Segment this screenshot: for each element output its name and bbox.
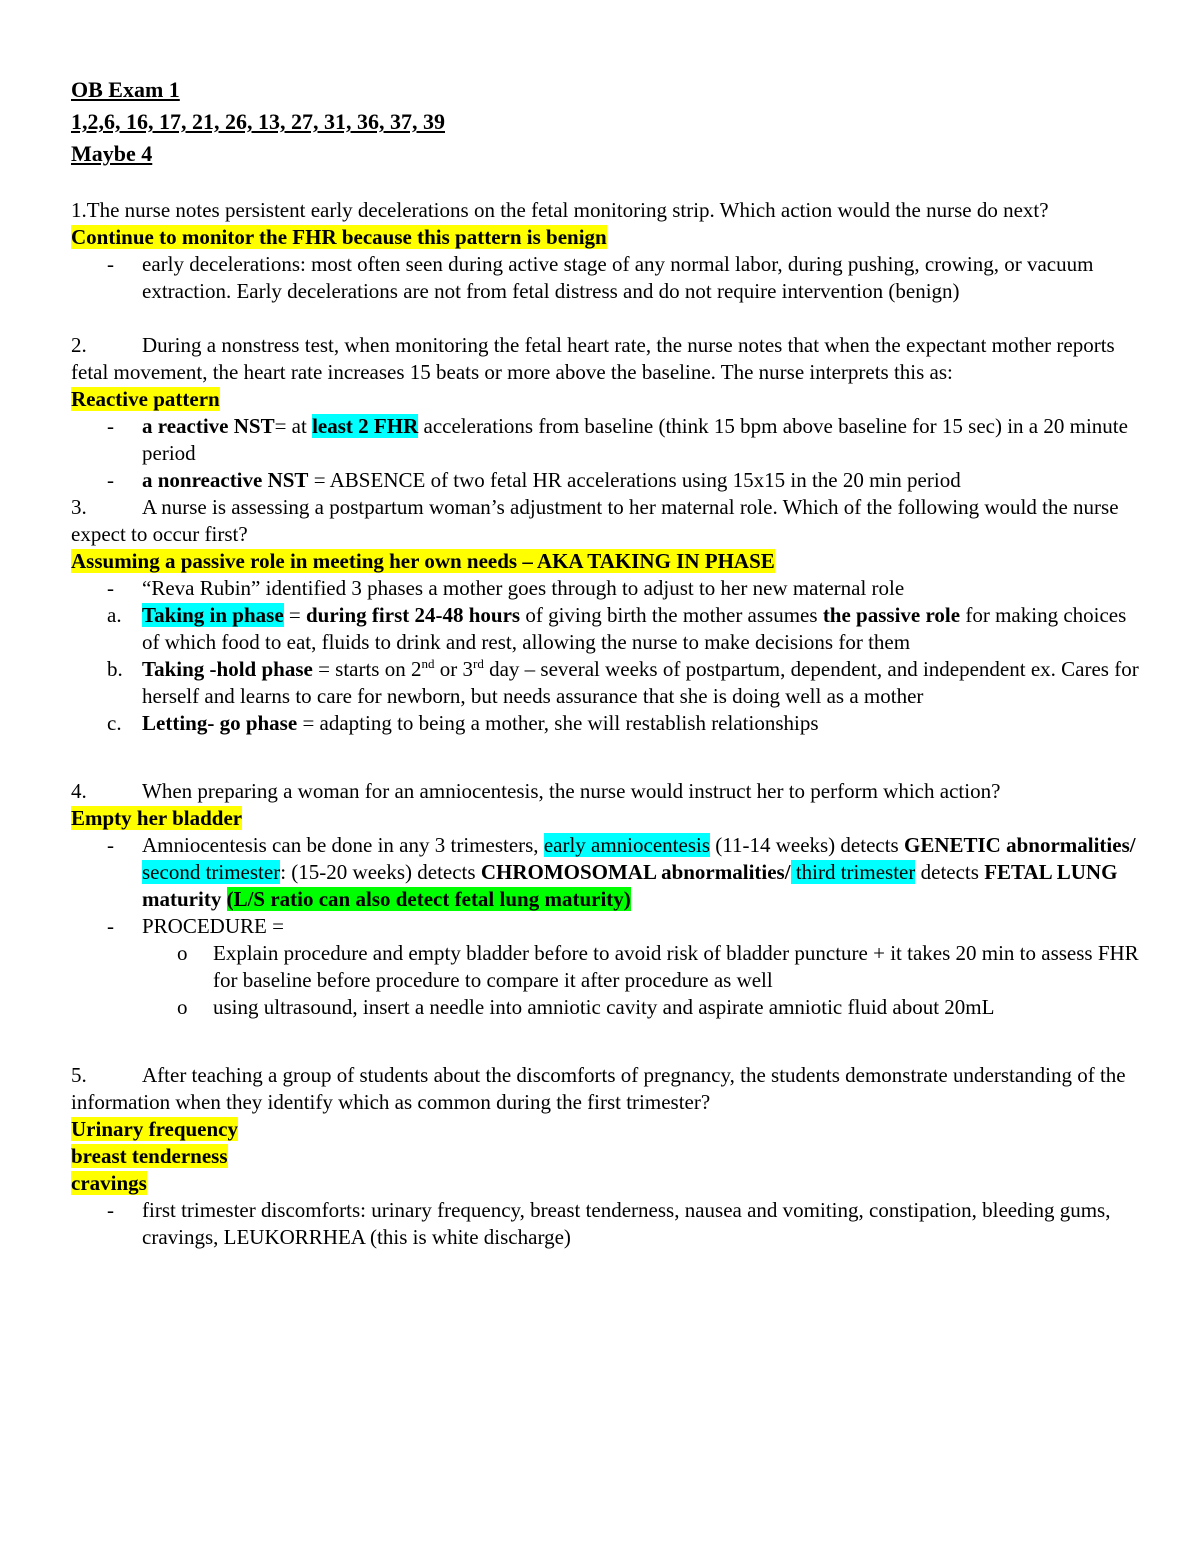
list-item: - a nonreactive NST = ABSENCE of two fetal HR accelerations using 15x15 in the 20 min period [107,468,961,492]
dash-bullet: - [107,468,114,492]
dash-bullet: - [107,414,114,438]
question-3: 3. A nurse is assessing a postpartum woman’s adjustment to her maternal role. Which of the following would the nurse expect to occur first? [71,495,1119,546]
answer-2: Reactive pattern [71,387,220,411]
list-item: - “Reva Rubin” identified 3 phases a mother goes through to adjust to her new maternal role [107,576,905,600]
answer-3: Assuming a passive role in meeting her own needs – AKA TAKING IN PHASE [71,549,775,573]
question-2: 2. During a nonstress test, when monitoring the fetal heart rate, the nurse notes that when the expectant mother reports fetal movement, the heart rate increases 15 beats or more above the baseline. The nurse interprets this as: [71,333,1115,384]
letter-marker: a. [107,603,122,627]
doc-title: OB Exam 1 [71,77,180,102]
answer-4: Empty her bladder [71,806,243,830]
question-1: 1.The nurse notes persistent early decelerations on the fetal monitoring strip. Which action would the nurse do next? [71,198,1049,222]
list-item: - Amniocentesis can be done in any 3 trimesters, early amniocentesis (11-14 weeks) detects GENETIC abnormalities/ second trimester: (15-20 weeks) detects CHROMOSOMAL abnormalities/ third trimester detects FETAL LUNG maturity (L/S ratio can also detect fetal lung maturity) [107,833,1136,911]
question-number-list: 1,2,6, 16, 17, 21, 26, 13, 27, 31, 36, 37, 39 [71,109,445,134]
document-page [71,74,1141,1251]
list-item: - early decelerations: most often seen during active stage of any normal labor, during pushing, crowing, or vacuum extraction. Early decelerations are not from fetal distress and do not require intervention (benign) [107,252,1094,303]
letter-marker: c. [107,711,122,735]
dash-bullet: - [107,252,114,276]
letter-marker: b. [107,657,123,681]
list-item: - first trimester discomforts: urinary frequency, breast tenderness, nausea and vomiting, constipation, bleeding gums, cravings, LEUKORRHEA (this is white discharge) [107,1198,1111,1249]
list-item: b. Taking -hold phase = starts on 2nd or 3rd day – several weeks of postpartum, dependent, and independent ex. Cares for herself and learns to care for newborn, but needs assurance that she is doing well as a mother [107,656,1139,708]
list-item: c. Letting- go phase = adapting to being a mother, she will restablish relationships [107,711,819,735]
answer-5-line-2: breast tenderness [71,1144,228,1168]
answer-5-line-1: Urinary frequency [71,1117,239,1141]
maybe-line: Maybe 4 [71,141,153,166]
question-4: 4. When preparing a woman for an amniocentesis, the nurse would instruct her to perform which action? [71,779,1001,803]
dash-bullet: - [107,576,114,600]
sub-list-item: o Explain procedure and empty bladder before to avoid risk of bladder puncture + it takes 20 min to assess FHR for baseline before procedure to compare it after procedure as well [177,941,1139,992]
answer-1: Continue to monitor the FHR because this pattern is benign [71,225,607,249]
list-item: - PROCEDURE = [107,914,284,938]
circle-bullet: o [177,941,188,965]
list-item: - a reactive NST= at least 2 FHR accelerations from baseline (think 15 bpm above baseline for 15 sec) in a 20 minute period [107,414,1128,465]
question-5: 5. After teaching a group of students about the discomforts of pregnancy, the students demonstrate understanding of the information when they identify which as common during the first trimester? [71,1063,1126,1114]
dash-bullet: - [107,833,114,857]
dash-bullet: - [107,914,114,938]
sub-list-item: o using ultrasound, insert a needle into amniotic cavity and aspirate amniotic fluid about 20mL [177,995,995,1019]
list-item: a. Taking in phase = during first 24-48 hours of giving birth the mother assumes the passive role for making choices of which food to eat, fluids to drink and rest, allowing the nurse to make decisions for them [107,603,1127,654]
circle-bullet: o [177,995,188,1019]
answer-5-line-3: cravings [71,1171,147,1195]
dash-bullet: - [107,1198,114,1222]
